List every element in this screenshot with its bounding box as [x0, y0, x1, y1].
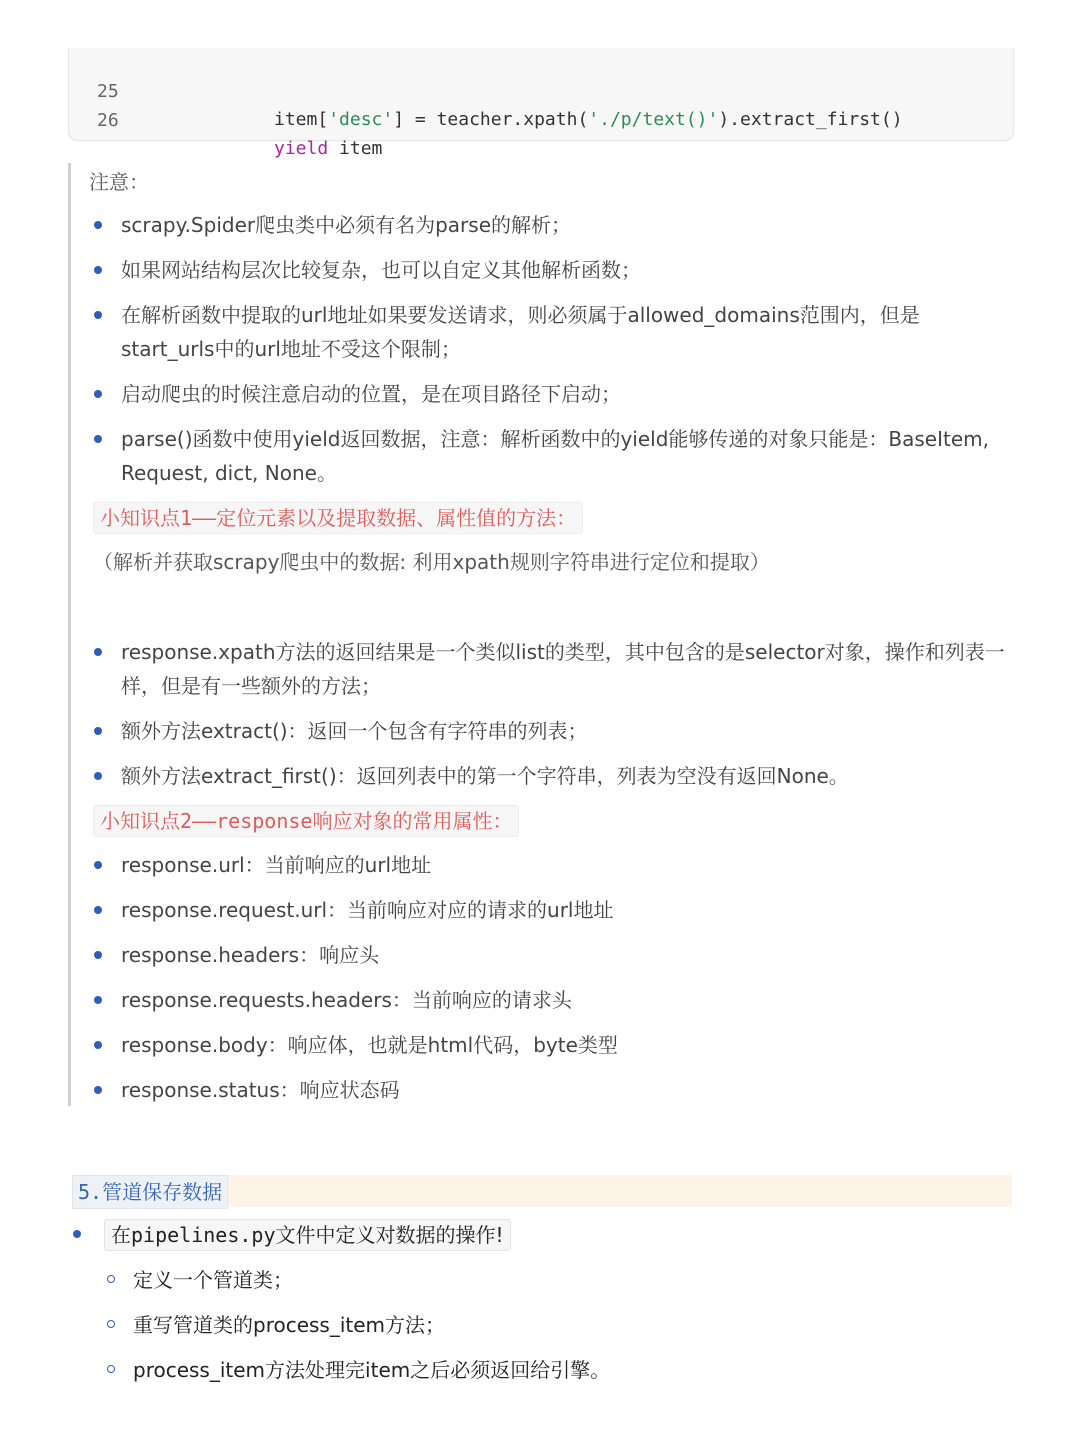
- section-title: 5.管道保存数据: [72, 1175, 228, 1209]
- line-number: 25: [97, 81, 119, 102]
- note-title: 注意：: [89, 170, 149, 194]
- paren-note: （解析并获取scrapy爬虫中的数据: 利用xpath规则字符串进行定位和提取）: [93, 550, 770, 574]
- list-item: response.requests.headers：当前响应的请求头: [121, 983, 1011, 1017]
- list-item: response.headers：响应头: [121, 938, 1011, 972]
- code-line: [69, 79, 383, 159]
- list-item: 额外方法extract()：返回一个包含有字符串的列表；: [121, 714, 1011, 748]
- note-blockquote: [68, 163, 1015, 1106]
- list-item: 如果网站结构层次比较复杂，也可以自定义其他解析函数；: [121, 253, 1011, 287]
- sub-list-item: 重写管道类的process_item方法；: [133, 1308, 445, 1342]
- list-item: 额外方法extract_first()：返回列表中的第一个字符串，列表为空没有返回None。: [121, 759, 1011, 793]
- list-item: scrapy.Spider爬虫类中必须有名为parse的解析；: [121, 208, 1011, 242]
- list-item: 在解析函数中提取的url地址如果要发送请求，则必须属于allowed_domains范围内，但是start_urls中的url地址不受这个限制；: [121, 298, 1011, 366]
- list-item: response.xpath方法的返回结果是一个类似list的类型，其中包含的是selector对象，操作和列表一样，但是有一些额外的方法；: [121, 635, 1011, 703]
- list-item: response.body：响应体，也就是html代码，byte类型: [121, 1028, 1011, 1062]
- sub-list-item: 定义一个管道类；: [133, 1263, 293, 1297]
- sub-list-item: process_item方法处理完item之后必须返回给引擎。: [133, 1353, 610, 1387]
- list-item: 启动爬虫的时候注意启动的位置，是在项目路径下启动；: [121, 377, 1011, 411]
- line-number: 26: [97, 110, 119, 131]
- list-item: response.status：响应状态码: [121, 1073, 1011, 1107]
- section-heading: [72, 1175, 1012, 1207]
- list-item: parse()函数中使用yield返回数据，注意：解析函数中的yield能够传递的对象只能是：BaseItem, Request, dict, None。: [121, 422, 1011, 490]
- code-text: yield item: [274, 138, 383, 159]
- list-item: response.url：当前响应的url地址: [121, 848, 1011, 882]
- bullet-dot: [73, 1230, 81, 1238]
- code-block: [68, 48, 1014, 159]
- tip-label-2: 小知识点2——response响应对象的常用属性：: [93, 805, 519, 837]
- code-text: item['desc'] = teacher.xpath('./p/text()').extract_first(): [274, 109, 903, 130]
- list-item: response.request.url：当前响应对应的请求的url地址: [121, 893, 1011, 927]
- tip-label-1: 小知识点1——定位元素以及提取数据、属性值的方法：: [93, 502, 583, 534]
- main-list-item: 在pipelines.py文件中定义对数据的操作!: [104, 1219, 511, 1251]
